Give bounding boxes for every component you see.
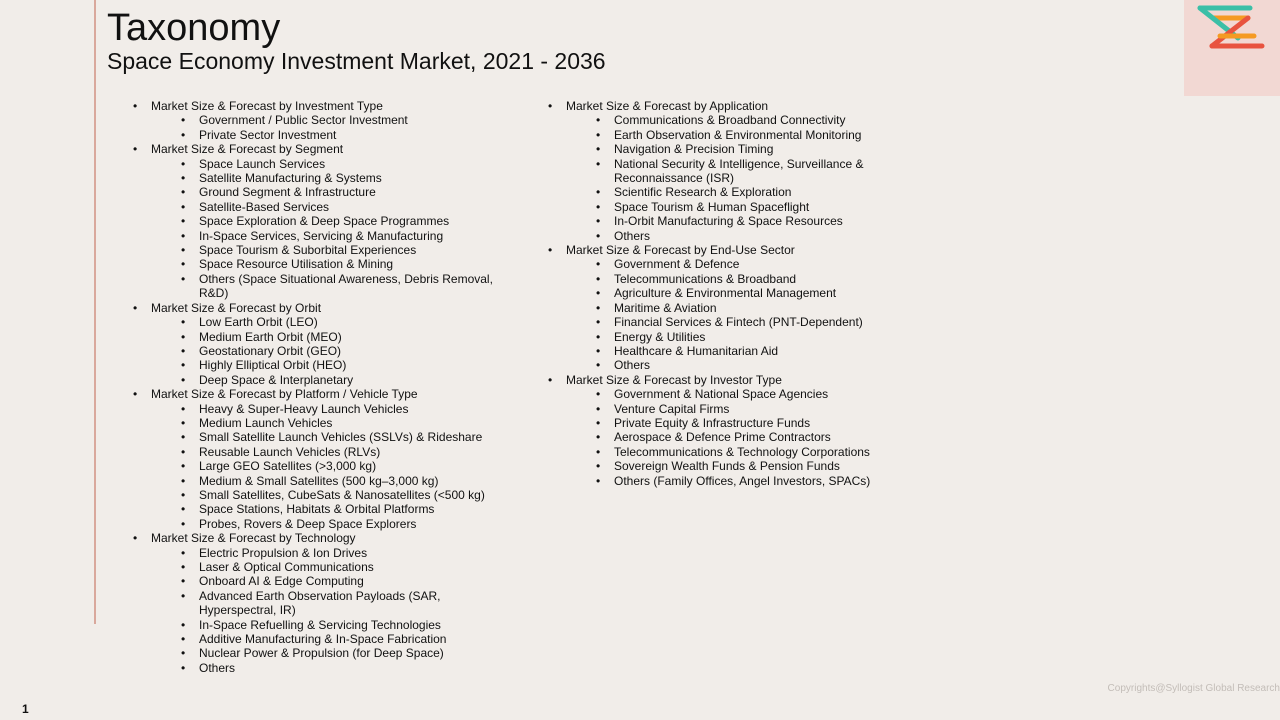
subcategory-label: Satellite Manufacturing & Systems [199, 171, 382, 186]
category-item [133, 531, 503, 545]
subcategory-item [548, 387, 918, 401]
bullet-icon: • [596, 271, 601, 286]
subcategory-item [133, 315, 503, 329]
bullet-icon: • [548, 99, 553, 113]
subcategory-list [548, 257, 918, 372]
subcategory-label: Electric Propulsion & Ion Drives [199, 545, 368, 560]
subcategory-item [548, 214, 918, 228]
subcategory-item [548, 315, 918, 329]
bullet-icon: • [181, 516, 186, 531]
bullet-icon: • [596, 415, 601, 430]
subcategory-label: Small Satellites, CubeSats & Nanosatellites (<500 kg) [199, 487, 485, 502]
subcategory-label: Medium Earth Orbit (MEO) [199, 329, 342, 344]
page-title: Taxonomy [107, 7, 281, 49]
bullet-icon: • [596, 113, 601, 128]
subcategory-item [548, 430, 918, 444]
logo-panel [1184, 0, 1280, 96]
subcategory-item [548, 474, 918, 488]
bullet-icon: • [133, 142, 138, 157]
subcategory-label: Advanced Earth Observation Payloads (SAR, Hyperspectral, IR) [199, 588, 441, 618]
bullet-icon: • [181, 243, 186, 258]
bullet-icon: • [181, 113, 186, 128]
subcategory-label: Others [199, 660, 236, 675]
category-item [133, 142, 503, 156]
subcategory-label: Others [614, 358, 651, 373]
subcategory-list [133, 402, 503, 532]
bullet-icon: • [181, 444, 186, 459]
subcategory-label: Others [614, 228, 651, 243]
subcategory-label: Private Sector Investment [199, 127, 337, 142]
subcategory-item [548, 229, 918, 243]
subcategory-item [133, 373, 503, 387]
subcategory-item [133, 257, 503, 271]
subcategory-item [133, 330, 503, 344]
bullet-icon: • [181, 271, 186, 286]
subcategory-item [133, 430, 503, 444]
subcategory-label: Ground Segment & Infrastructure [199, 185, 376, 200]
bullet-icon: • [181, 156, 186, 171]
bullet-icon: • [181, 660, 186, 675]
subcategory-item [548, 416, 918, 430]
subcategory-item [133, 358, 503, 372]
bullet-icon: • [181, 199, 186, 214]
subcategory-label: Navigation & Precision Timing [614, 142, 774, 157]
subcategory-item [133, 344, 503, 358]
subcategory-item [133, 517, 503, 531]
subcategory-item [548, 286, 918, 300]
bullet-icon: • [596, 286, 601, 301]
subcategory-label: Deep Space & Interplanetary [199, 372, 354, 387]
subcategory-label: Earth Observation & Environmental Monitoring [614, 127, 862, 142]
bullet-icon: • [596, 127, 601, 142]
subcategory-label: Others (Family Offices, Angel Investors, SPACs) [614, 473, 871, 488]
subcategory-item [133, 128, 503, 142]
subcategory-label: Scientific Research & Exploration [614, 185, 792, 200]
bullet-icon: • [181, 185, 186, 200]
left-category-list [133, 99, 503, 675]
bullet-icon: • [181, 415, 186, 430]
subcategory-list [133, 113, 503, 142]
category-item [133, 387, 503, 401]
bullet-icon: • [181, 329, 186, 344]
subcategory-label: Heavy & Super-Heavy Launch Vehicles [199, 401, 409, 416]
category-item [548, 99, 918, 113]
subcategory-label: Agriculture & Environmental Management [614, 286, 837, 301]
subcategory-list [548, 113, 918, 243]
subcategory-label: Reusable Launch Vehicles (RLVs) [199, 444, 381, 459]
bullet-icon: • [596, 185, 601, 200]
category-label: Market Size & Forecast by Application [566, 99, 769, 113]
subcategory-item [133, 632, 503, 646]
subcategory-label: Aerospace & Defence Prime Contractors [614, 430, 831, 445]
subcategory-label: Space Launch Services [199, 156, 326, 171]
subcategory-item [133, 646, 503, 660]
subcategory-label: Private Equity & Infrastructure Funds [614, 415, 811, 430]
bullet-icon: • [596, 315, 601, 330]
subcategory-label: Space Tourism & Suborbital Experiences [199, 243, 417, 258]
subcategory-label: Space Stations, Habitats & Orbital Platforms [199, 502, 435, 517]
subcategory-item [548, 113, 918, 127]
bullet-icon: • [181, 214, 186, 229]
subcategory-item [548, 272, 918, 286]
subcategory-item [133, 243, 503, 257]
subcategory-label: National Security & Intelligence, Surveillance & Reconnaissance (ISR) [614, 156, 864, 186]
subcategory-item [548, 330, 918, 344]
bullet-icon: • [596, 343, 601, 358]
subcategory-label: Government & Defence [614, 257, 740, 272]
subcategory-label: Highly Elliptical Orbit (HEO) [199, 358, 347, 373]
bullet-icon: • [181, 343, 186, 358]
subcategory-item [133, 546, 503, 560]
subcategory-label: Medium & Small Satellites (500 kg–3,000 kg) [199, 473, 439, 488]
bullet-icon: • [181, 588, 186, 603]
bullet-icon: • [181, 228, 186, 243]
category-item [133, 99, 503, 113]
subcategory-item [548, 459, 918, 473]
subcategory-item [133, 200, 503, 214]
subcategory-label: Geostationary Orbit (GEO) [199, 343, 342, 358]
copyright-text: Copyrights@Syllogist Global Research [1107, 683, 1280, 694]
category-label: Market Size & Forecast by Platform / Vehicle Type [151, 387, 418, 402]
subcategory-item [133, 474, 503, 488]
bullet-icon: • [596, 459, 601, 474]
bullet-icon: • [133, 300, 138, 315]
bullet-icon: • [133, 531, 138, 546]
subcategory-list [133, 157, 503, 301]
subcategory-label: Telecommunications & Technology Corporations [614, 444, 870, 459]
bullet-icon: • [596, 473, 601, 488]
category-label: Market Size & Forecast by Investor Type [566, 372, 782, 387]
subcategory-item [548, 200, 918, 214]
subcategory-label: Space Tourism & Human Spaceflight [614, 199, 810, 214]
right-category-list [548, 99, 918, 488]
bullet-icon: • [596, 430, 601, 445]
subcategory-label: Financial Services & Fintech (PNT-Dependent) [614, 315, 863, 330]
subcategory-label: Energy & Utilities [614, 329, 706, 344]
subcategory-label: Medium Launch Vehicles [199, 415, 333, 430]
subcategory-item [133, 157, 503, 171]
bullet-icon: • [133, 387, 138, 402]
category-item [548, 373, 918, 387]
subcategory-item [548, 344, 918, 358]
subcategory-label: Space Exploration & Deep Space Programmes [199, 214, 450, 229]
subcategory-item [133, 661, 503, 675]
subcategory-label: Small Satellite Launch Vehicles (SSLVs) & Rideshare [199, 430, 483, 445]
bullet-icon: • [596, 156, 601, 171]
subcategory-label: Onboard AI & Edge Computing [199, 574, 364, 589]
subcategory-label: Telecommunications & Broadband [614, 271, 797, 286]
subcategory-item [548, 185, 918, 199]
subcategory-label: Space Resource Utilisation & Mining [199, 257, 394, 272]
title-divider-line [94, 0, 96, 624]
subcategory-item [133, 560, 503, 574]
subcategory-label: Government / Public Sector Investment [199, 113, 408, 128]
subcategory-label: Others (Space Situational Awareness, Debris Removal, R&D) [199, 271, 493, 301]
subcategory-label: Satellite-Based Services [199, 199, 330, 214]
bullet-icon: • [181, 171, 186, 186]
subcategory-label: Healthcare & Humanitarian Aid [614, 343, 779, 358]
subcategory-item [133, 214, 503, 228]
subcategory-item [548, 128, 918, 142]
taxonomy-right-column [548, 99, 918, 488]
bullet-icon: • [181, 473, 186, 488]
subcategory-item [133, 416, 503, 430]
syllogist-logo-icon [1196, 2, 1268, 52]
subcategory-label: In-Space Services, Servicing & Manufacturing [199, 228, 444, 243]
bullet-icon: • [548, 372, 553, 387]
bullet-icon: • [181, 315, 186, 330]
subcategory-item [548, 445, 918, 459]
subcategory-label: In-Orbit Manufacturing & Space Resources [614, 214, 843, 229]
subcategory-label: Probes, Rovers & Deep Space Explorers [199, 516, 417, 531]
bullet-icon: • [181, 459, 186, 474]
subcategory-item [133, 113, 503, 127]
subcategory-label: Venture Capital Firms [614, 401, 730, 416]
category-item [548, 243, 918, 257]
taxonomy-left-column [133, 99, 503, 675]
subcategory-item [133, 272, 503, 301]
subcategory-item [548, 358, 918, 372]
subcategory-item [133, 229, 503, 243]
bullet-icon: • [133, 99, 138, 113]
bullet-icon: • [596, 214, 601, 229]
subcategory-item [133, 459, 503, 473]
bullet-icon: • [548, 243, 553, 258]
bullet-icon: • [181, 574, 186, 589]
subcategory-item [548, 142, 918, 156]
bullet-icon: • [596, 257, 601, 272]
subcategory-item [548, 301, 918, 315]
subcategory-label: Communications & Broadband Connectivity [614, 113, 846, 128]
page-number: 1 [22, 702, 29, 716]
bullet-icon: • [181, 560, 186, 574]
subcategory-label: Laser & Optical Communications [199, 560, 374, 574]
category-label: Market Size & Forecast by Segment [151, 142, 344, 157]
subcategory-item [133, 445, 503, 459]
bullet-icon: • [596, 401, 601, 416]
subcategory-item [548, 257, 918, 271]
category-label: Market Size & Forecast by Technology [151, 531, 356, 546]
subcategory-item [133, 574, 503, 588]
bullet-icon: • [181, 430, 186, 445]
subcategory-label: Low Earth Orbit (LEO) [199, 315, 318, 330]
subcategory-label: Sovereign Wealth Funds & Pension Funds [614, 459, 840, 474]
bullet-icon: • [596, 387, 601, 402]
bullet-icon: • [596, 358, 601, 373]
subcategory-item [133, 502, 503, 516]
subcategory-label: Large GEO Satellites (>3,000 kg) [199, 459, 377, 474]
bullet-icon: • [596, 444, 601, 459]
subcategory-list [548, 387, 918, 488]
subcategory-label: Government & National Space Agencies [614, 387, 829, 402]
bullet-icon: • [181, 545, 186, 560]
subcategory-label: Nuclear Power & Propulsion (for Deep Space) [199, 646, 444, 661]
category-item [133, 301, 503, 315]
bullet-icon: • [181, 358, 186, 373]
subcategory-item [133, 402, 503, 416]
bullet-icon: • [181, 487, 186, 502]
subcategory-item [133, 185, 503, 199]
bullet-icon: • [596, 228, 601, 243]
bullet-icon: • [181, 372, 186, 387]
category-label: Market Size & Forecast by Investment Type [151, 99, 383, 113]
bullet-icon: • [181, 257, 186, 272]
category-label: Market Size & Forecast by End-Use Sector [566, 243, 795, 258]
page-subtitle: Space Economy Investment Market, 2021 - 2036 [107, 48, 606, 74]
subcategory-list [133, 315, 503, 387]
bullet-icon: • [181, 646, 186, 661]
bullet-icon: • [596, 142, 601, 157]
subcategory-item [133, 488, 503, 502]
subcategory-list [133, 546, 503, 676]
subcategory-item [133, 589, 503, 618]
bullet-icon: • [596, 329, 601, 344]
bullet-icon: • [181, 632, 186, 647]
subcategory-item [133, 171, 503, 185]
subcategory-label: Maritime & Aviation [614, 300, 717, 315]
bullet-icon: • [181, 617, 186, 632]
bullet-icon: • [181, 127, 186, 142]
subcategory-item [133, 618, 503, 632]
bullet-icon: • [596, 199, 601, 214]
category-label: Market Size & Forecast by Orbit [151, 300, 322, 315]
subcategory-label: Additive Manufacturing & In-Space Fabrication [199, 632, 447, 647]
bullet-icon: • [181, 401, 186, 416]
bullet-icon: • [181, 502, 186, 517]
bullet-icon: • [596, 300, 601, 315]
subcategory-label: In-Space Refuelling & Servicing Technologies [199, 617, 441, 632]
subcategory-item [548, 402, 918, 416]
subcategory-item [548, 157, 918, 186]
